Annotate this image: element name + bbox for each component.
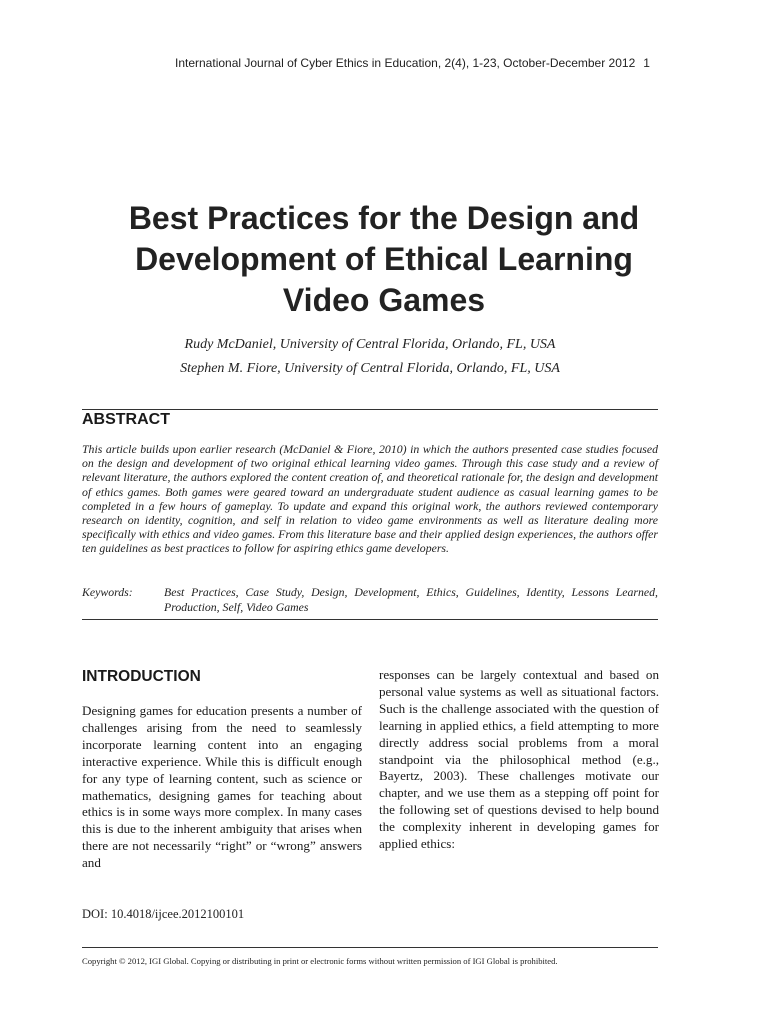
author-affiliation-2: Stephen M. Fiore, University of Central Florida, Orlando, FL, USA bbox=[180, 361, 560, 376]
journal-citation: International Journal of Cyber Ethics in Education, 2(4), 1-23, October-December 2012 bbox=[175, 56, 636, 70]
introduction-paragraph-1: Designing games for education presents a number of challenges arising from the need to seamlessly incorporate learning content into an engaging interactive experience. While this is difficult enough for any type of learning content, such as science or mathematics, designing games for teaching about ethics is in some ways more complex. In many cases this is due to the inherent ambiguity that arises when there are not necessarily “right” or “wrong” answers and bbox=[82, 703, 362, 871]
abstract-text: This article builds upon earlier research (McDaniel & Fiore, 2010) in which the authors presented case studies focused on the design and development of two original ethical learning video games. Through this case study and a review of relevant literature, the authors explored the content creation of, and theoretical rationale for, the design and development of ethics games. Both games were geared toward an undergraduate student audience as casual learning games to be completed in a few hours of gameplay. To update and expand this original work, the authors reviewed contemporary research on identity, cognition, and self in relation to video game environments as well as literature dealing more specifically with ethics and video games. From this literature base and their applied design experiences, the authors offer ten guidelines as best practices to follow for aspiring ethics game developers. bbox=[82, 442, 658, 556]
article-title: Best Practices for the Design and Development of Ethical Learning Video Games bbox=[128, 200, 640, 318]
keywords-label: Keywords: bbox=[82, 585, 133, 599]
footer-rule bbox=[82, 947, 658, 948]
keywords-block bbox=[82, 585, 658, 615]
abstract-heading: ABSTRACT bbox=[82, 411, 170, 428]
introduction-heading: INTRODUCTION bbox=[82, 668, 201, 685]
copyright-notice: Copyright © 2012, IGI Global. Copying or distributing in print or electronic forms without written permission of IGI Global is prohibited. bbox=[82, 956, 558, 966]
keywords-list: Best Practices, Case Study, Design, Development, Ethics, Guidelines, Identity, Lessons Learned, Production, Self, Video Games bbox=[164, 585, 658, 614]
running-head bbox=[175, 56, 659, 70]
doi-line: DOI: 10.4018/ijcee.2012100101 bbox=[82, 907, 245, 921]
keywords-bottom-rule bbox=[82, 619, 658, 620]
page-number: 1 bbox=[643, 56, 650, 70]
author-list bbox=[82, 336, 658, 384]
body-column-left bbox=[82, 668, 362, 872]
abstract-top-rule bbox=[82, 409, 658, 410]
body-column-right bbox=[379, 667, 659, 853]
author-affiliation-1: Rudy McDaniel, University of Central Florida, Orlando, FL, USA bbox=[184, 337, 556, 352]
introduction-paragraph-continued: responses can be largely contextual and based on personal value systems as well as situational factors. Such is the challenge associated with the question of learning in applied ethics, a field attempting to more directly address social problems from a moral standpoint via the philosophical method (e.g., Bayertz, 2003). These challenges motivate our chapter, and we use them as a stepping off point for the following set of questions devised to help bound the complexity inherent in developing games for applied ethics: bbox=[379, 667, 659, 852]
